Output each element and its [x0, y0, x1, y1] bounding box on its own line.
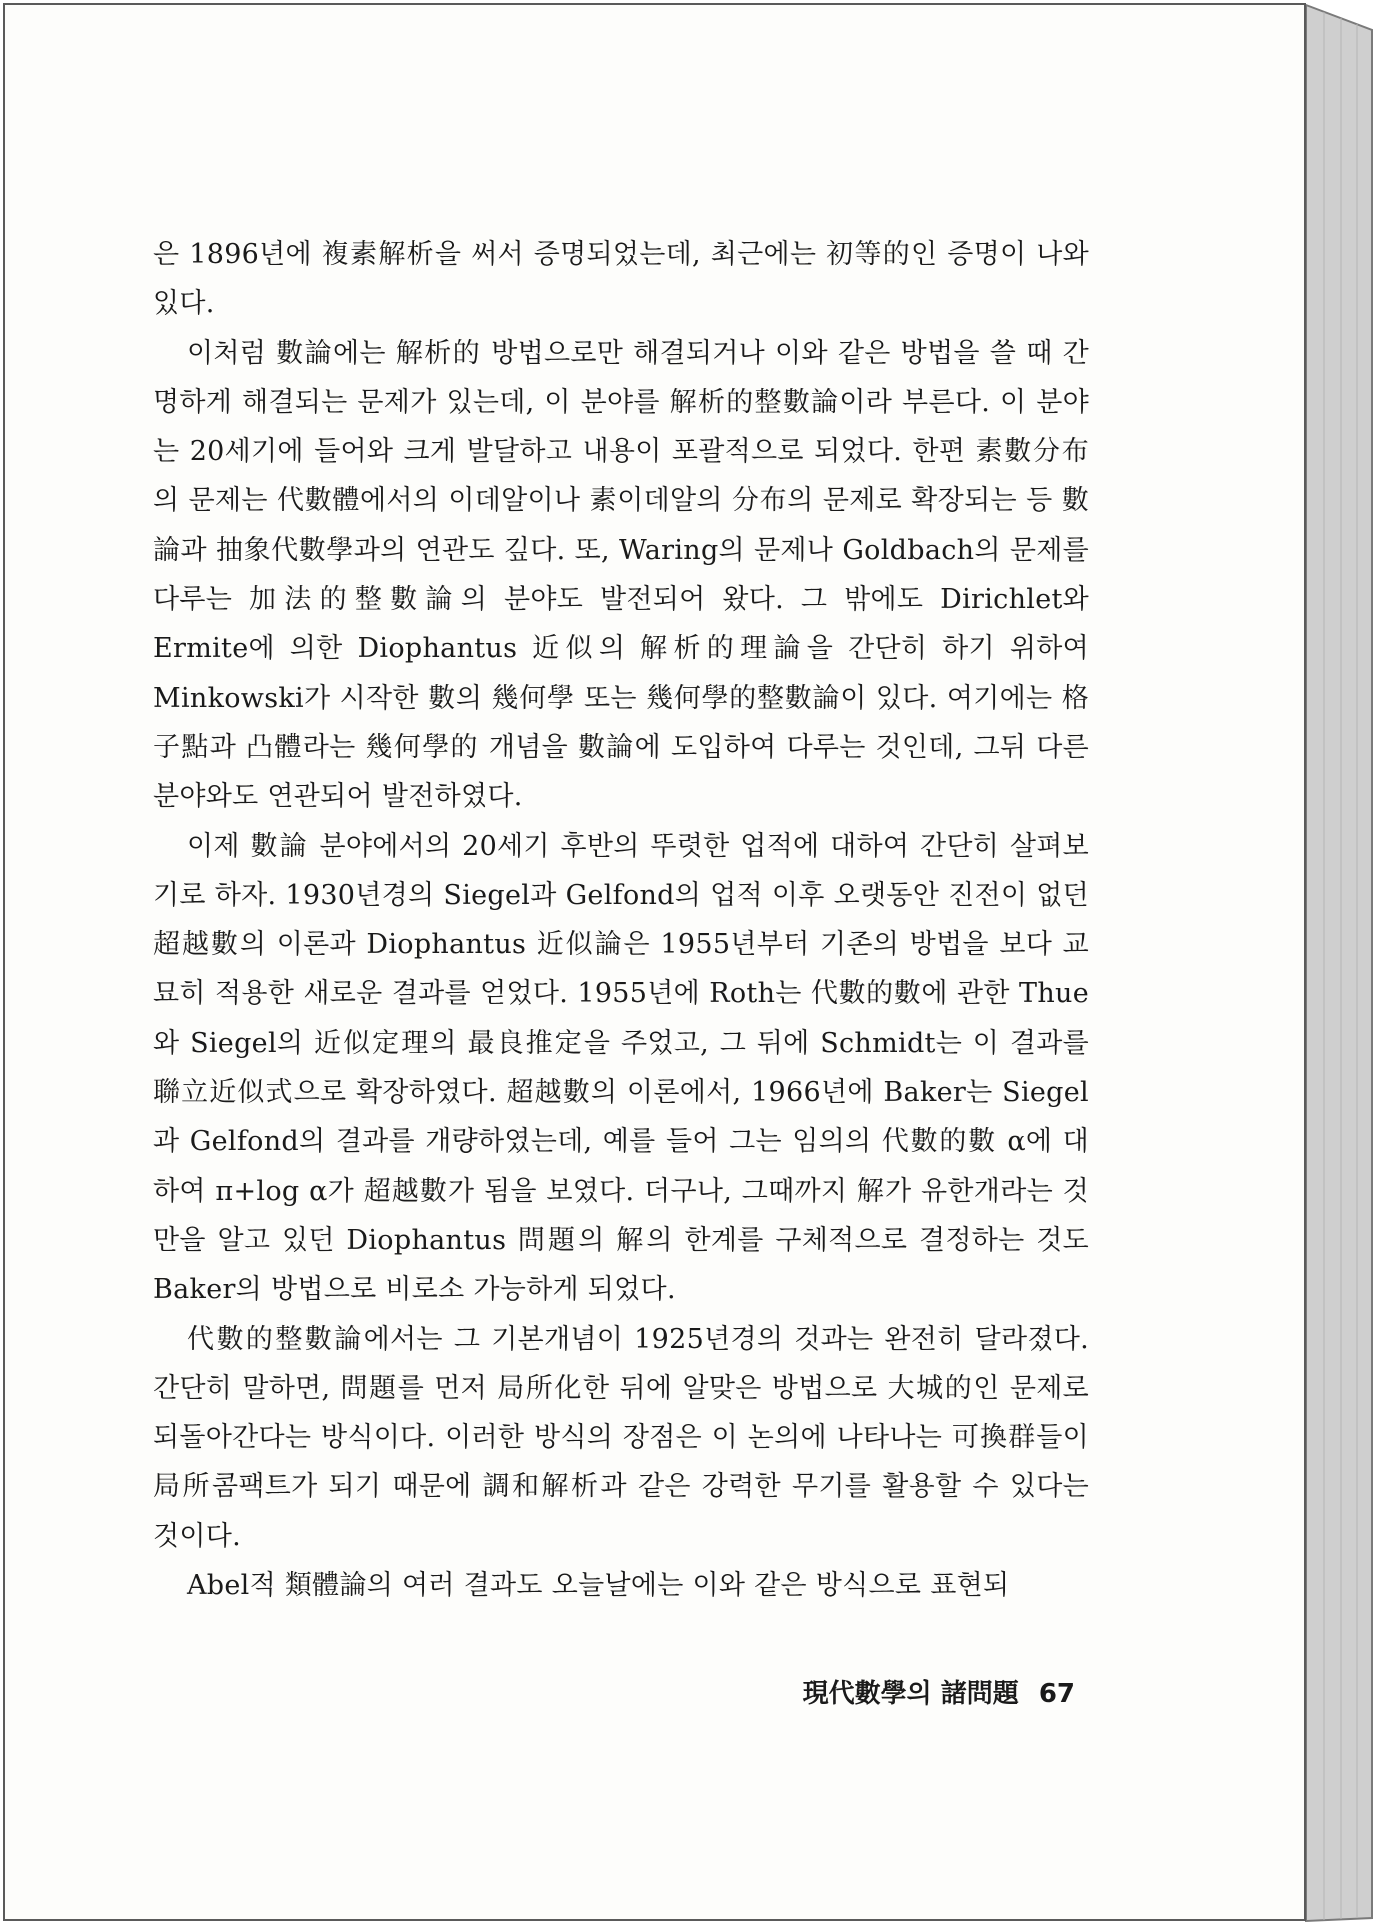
paragraph-1: 은 1896년에 複素解析을 써서 증명되었는데, 최근에는 初等的인 증명이 나와 있다.: [153, 239, 1089, 320]
book-page: [3, 3, 1306, 1921]
paragraph-4: 代數的整數論에서는 그 기본개념이 1925년경의 것과는 완전히 달라졌다. 간단히 말하면, 問題를 먼저 局所化한 뒤에 알맞은 방법으로 大城的인 문제로 되돌아간다는 방식이다. 이러한 방식의 장점은 이 논의에 나타나는 可換群들이 局所콤팩트가 되기 때문에 調和解析과 같은 강력한 무기를 활용할 수 있다는 것이다.: [153, 1323, 1089, 1552]
paragraph-2: 이처럼 數論에는 解析的 방법으로만 해결되거나 이와 같은 방법을 쓸 때 간명하게 해결되는 문제가 있는데, 이 분야를 解析的整數論이라 부른다. 이 분야는 20세기에 들어와 크게 발달하고 내용이 포괄적으로 되었다. 한편 素數分布의 문제는 代數體에서의 이데알이나 素이데알의 分布의 문제로 확장되는 등 數論과 抽象代數學과의 연관도 깊다. 또, Waring의 문제나 Goldbach의 문제를 다루는 加法的整數論의 분야도 발전되어 왔다. 그 밖에도 Dirichlet와 Ermite에 의한 Diophantus 近似의 解析的理論을 간단히 하기 위하여 Minkowski가 시작한 數의 幾何學 또는 幾何學的整數論이 있다. 여기에는 格子點과 凸體라는 幾何學的 개념을 數論에 도입하여 다루는 것인데, 그뒤 다른 분야와도 연관되어 발전하였다.: [153, 337, 1089, 813]
page-footer: [785, 1673, 1075, 1710]
running-title: 現代數學의 諸問題: [802, 1679, 1019, 1709]
page-number: 67: [1038, 1679, 1075, 1709]
paragraph-5: Abel적 類體論의 여러 결과도 오늘날에는 이와 같은 방식으로 표현되: [187, 1570, 1010, 1602]
body-text: [153, 230, 1089, 1610]
paragraph-3: 이제 數論 분야에서의 20세기 후반의 뚜렷한 업적에 대하여 간단히 살펴보기로 하자. 1930년경의 Siegel과 Gelfond의 업적 이후 오랫동안 진전이 없던 超越數의 이론과 Diophantus 近似論은 1955년부터 기존의 방법을 보다 교묘히 적용한 새로운 결과를 얻었다. 1955년에 Roth는 代數的數에 관한 Thue와 Siegel의 近似定理의 最良推定을 주었고, 그 뒤에 Schmidt는 이 결과를 聯立近似式으로 확장하였다. 超越數의 이론에서, 1966년에 Baker는 Siegel과 Gelfond의 결과를 개량하였는데, 예를 들어 그는 임의의 代數的數 α에 대하여 π+log α가 超越數가 됨을 보였다. 더구나, 그때까지 解가 유한개라는 것만을 알고 있던 Diophantus 問題의 解의 한계를 구체적으로 결정하는 것도 Baker의 방법으로 비로소 가능하게 되었다.: [153, 830, 1089, 1306]
